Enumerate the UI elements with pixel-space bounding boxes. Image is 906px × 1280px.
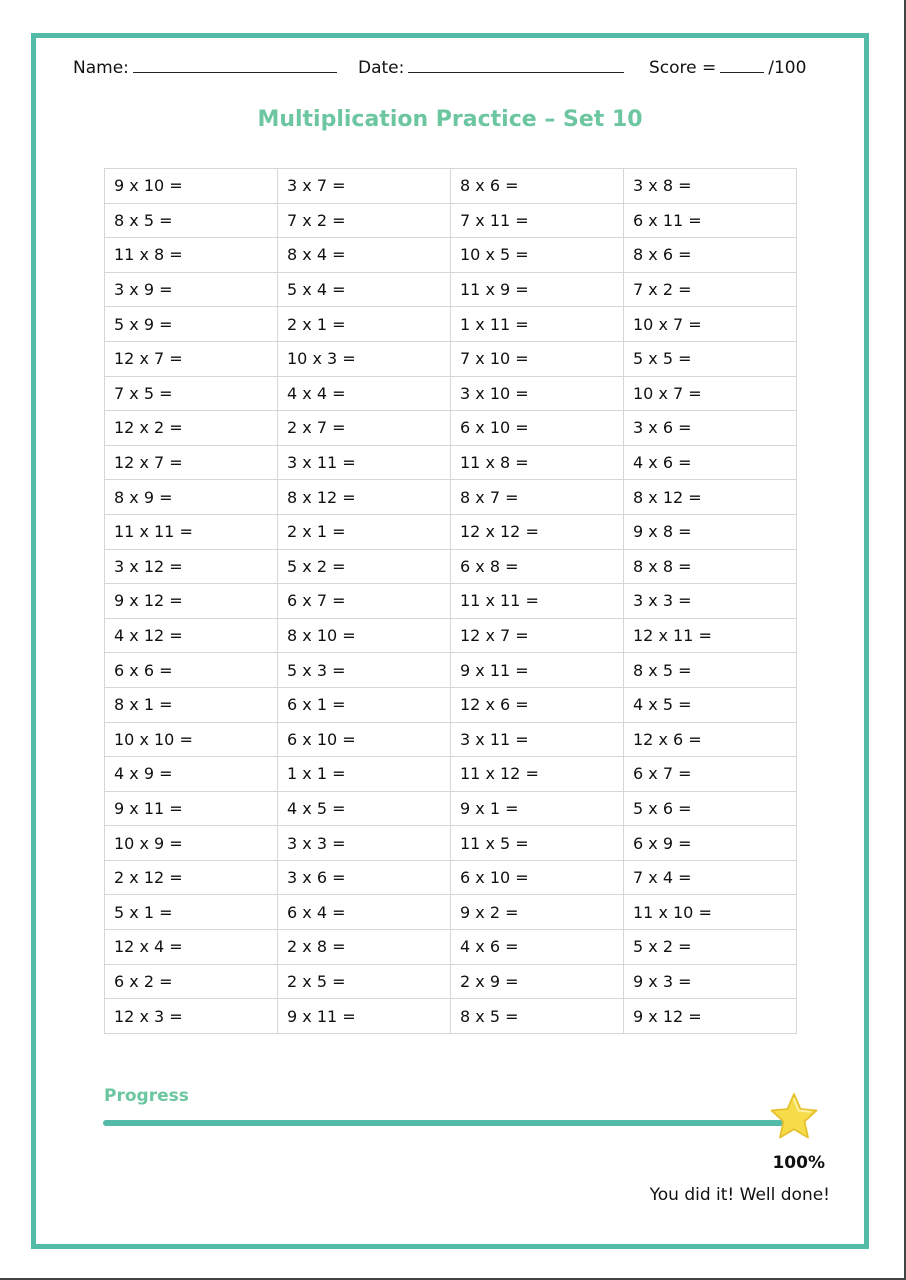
problem-cell: 8 x 6 = xyxy=(624,238,797,273)
table-row xyxy=(105,238,797,273)
table-row xyxy=(105,169,797,204)
problem-cell: 9 x 12 = xyxy=(624,999,797,1034)
table-row xyxy=(105,584,797,619)
problem-cell: 6 x 11 = xyxy=(624,203,797,238)
problem-cell: 11 x 8 = xyxy=(451,445,624,480)
table-row xyxy=(105,653,797,688)
problem-cell: 7 x 2 = xyxy=(278,203,451,238)
score-field xyxy=(649,58,806,78)
problem-cell: 8 x 1 = xyxy=(105,687,278,722)
problem-cell: 3 x 7 = xyxy=(278,169,451,204)
table-row xyxy=(105,791,797,826)
problem-cell: 6 x 7 = xyxy=(278,584,451,619)
problem-cell: 8 x 5 = xyxy=(624,653,797,688)
problem-cell: 2 x 8 = xyxy=(278,930,451,965)
problem-cell: 7 x 11 = xyxy=(451,203,624,238)
name-label: Name: xyxy=(73,58,129,78)
table-row xyxy=(105,826,797,861)
table-row xyxy=(105,376,797,411)
problem-cell: 9 x 11 = xyxy=(105,791,278,826)
problem-cell: 2 x 5 = xyxy=(278,964,451,999)
table-row xyxy=(105,930,797,965)
table-row xyxy=(105,203,797,238)
problem-cell: 5 x 2 = xyxy=(624,930,797,965)
problem-cell: 3 x 11 = xyxy=(278,445,451,480)
date-field xyxy=(358,58,624,78)
problem-cell: 3 x 10 = xyxy=(451,376,624,411)
problem-cell: 6 x 10 = xyxy=(451,411,624,446)
table-row xyxy=(105,307,797,342)
problem-cell: 8 x 6 = xyxy=(451,169,624,204)
problem-cell: 7 x 10 = xyxy=(451,341,624,376)
problem-cell: 12 x 7 = xyxy=(105,445,278,480)
name-blank-line[interactable] xyxy=(133,58,337,73)
problem-cell: 4 x 6 = xyxy=(451,930,624,965)
table-row xyxy=(105,480,797,515)
problem-cell: 5 x 3 = xyxy=(278,653,451,688)
problem-cell: 8 x 5 = xyxy=(105,203,278,238)
problem-cell: 8 x 9 = xyxy=(105,480,278,515)
problem-cell: 2 x 7 = xyxy=(278,411,451,446)
problem-cell: 7 x 4 = xyxy=(624,860,797,895)
problem-cell: 12 x 12 = xyxy=(451,514,624,549)
problem-cell: 6 x 8 = xyxy=(451,549,624,584)
date-label: Date: xyxy=(358,58,405,78)
table-row xyxy=(105,722,797,757)
problem-cell: 11 x 10 = xyxy=(624,895,797,930)
problem-cell: 4 x 5 = xyxy=(624,687,797,722)
problem-cell: 3 x 9 = xyxy=(105,272,278,307)
progress-percent: 100% xyxy=(772,1153,825,1173)
problem-cell: 10 x 5 = xyxy=(451,238,624,273)
problem-cell: 7 x 2 = xyxy=(624,272,797,307)
table-row xyxy=(105,999,797,1034)
table-row xyxy=(105,687,797,722)
table-row xyxy=(105,411,797,446)
problem-cell: 12 x 4 = xyxy=(105,930,278,965)
problem-cell: 2 x 1 = xyxy=(278,307,451,342)
problem-cell: 12 x 7 = xyxy=(451,618,624,653)
problem-cell: 4 x 6 = xyxy=(624,445,797,480)
problem-cell: 8 x 5 = xyxy=(451,999,624,1034)
problem-cell: 12 x 3 = xyxy=(105,999,278,1034)
problem-cell: 6 x 7 = xyxy=(624,757,797,792)
score-total: /100 xyxy=(768,58,807,78)
table-row xyxy=(105,618,797,653)
problem-cell: 3 x 8 = xyxy=(624,169,797,204)
problem-cell: 3 x 3 = xyxy=(624,584,797,619)
problem-cell: 6 x 2 = xyxy=(105,964,278,999)
table-row xyxy=(105,895,797,930)
problem-grid xyxy=(104,168,797,1034)
problem-cell: 6 x 6 = xyxy=(105,653,278,688)
problem-cell: 11 x 11 = xyxy=(105,514,278,549)
problem-cell: 3 x 11 = xyxy=(451,722,624,757)
name-field xyxy=(73,58,337,78)
table-row xyxy=(105,757,797,792)
problem-cell: 10 x 9 = xyxy=(105,826,278,861)
table-row xyxy=(105,341,797,376)
problem-cell: 4 x 9 = xyxy=(105,757,278,792)
progress-bar xyxy=(103,1120,793,1126)
problem-cell: 9 x 8 = xyxy=(624,514,797,549)
problem-cell: 12 x 6 = xyxy=(624,722,797,757)
problem-cell: 5 x 4 = xyxy=(278,272,451,307)
table-row xyxy=(105,272,797,307)
problem-cell: 11 x 5 = xyxy=(451,826,624,861)
problem-cell: 5 x 6 = xyxy=(624,791,797,826)
problem-cell: 6 x 9 = xyxy=(624,826,797,861)
problem-cell: 1 x 11 = xyxy=(451,307,624,342)
completion-message: You did it! Well done! xyxy=(649,1185,830,1205)
problem-cell: 12 x 11 = xyxy=(624,618,797,653)
problem-cell: 10 x 7 = xyxy=(624,376,797,411)
problem-cell: 12 x 2 = xyxy=(105,411,278,446)
problem-cell: 5 x 9 = xyxy=(105,307,278,342)
star-icon xyxy=(767,1090,821,1144)
problem-cell: 8 x 12 = xyxy=(278,480,451,515)
score-blank-line[interactable] xyxy=(720,58,764,73)
problem-cell: 10 x 10 = xyxy=(105,722,278,757)
table-row xyxy=(105,549,797,584)
problem-cell: 11 x 9 = xyxy=(451,272,624,307)
problem-cell: 1 x 1 = xyxy=(278,757,451,792)
problem-cell: 9 x 12 = xyxy=(105,584,278,619)
problem-cell: 4 x 12 = xyxy=(105,618,278,653)
table-row xyxy=(105,514,797,549)
problem-cell: 5 x 5 = xyxy=(624,341,797,376)
table-row xyxy=(105,964,797,999)
problem-cell: 2 x 1 = xyxy=(278,514,451,549)
problem-cell: 6 x 10 = xyxy=(278,722,451,757)
date-blank-line[interactable] xyxy=(408,58,624,73)
problem-cell: 11 x 11 = xyxy=(451,584,624,619)
table-row xyxy=(105,860,797,895)
problem-cell: 2 x 12 = xyxy=(105,860,278,895)
problem-cell: 5 x 1 = xyxy=(105,895,278,930)
problem-cell: 5 x 2 = xyxy=(278,549,451,584)
problem-cell: 8 x 7 = xyxy=(451,480,624,515)
problem-cell: 8 x 12 = xyxy=(624,480,797,515)
problem-cell: 8 x 4 = xyxy=(278,238,451,273)
problem-cell: 11 x 12 = xyxy=(451,757,624,792)
problem-cell: 8 x 8 = xyxy=(624,549,797,584)
problem-cell: 10 x 7 = xyxy=(624,307,797,342)
problem-cell: 4 x 5 = xyxy=(278,791,451,826)
problem-cell: 2 x 9 = xyxy=(451,964,624,999)
problem-cell: 11 x 8 = xyxy=(105,238,278,273)
problem-cell: 9 x 11 = xyxy=(451,653,624,688)
worksheet-title: Multiplication Practice – Set 10 xyxy=(257,107,643,132)
problem-cell: 3 x 12 = xyxy=(105,549,278,584)
problem-cell: 12 x 7 = xyxy=(105,341,278,376)
problem-cell: 10 x 3 = xyxy=(278,341,451,376)
problem-cell: 9 x 3 = xyxy=(624,964,797,999)
problem-cell: 9 x 1 = xyxy=(451,791,624,826)
problem-cell: 12 x 6 = xyxy=(451,687,624,722)
problem-cell: 8 x 10 = xyxy=(278,618,451,653)
progress-label: Progress xyxy=(104,1086,189,1106)
table-row xyxy=(105,445,797,480)
problem-cell: 9 x 11 = xyxy=(278,999,451,1034)
problem-cell: 9 x 2 = xyxy=(451,895,624,930)
problem-cell: 4 x 4 = xyxy=(278,376,451,411)
problem-cell: 6 x 1 = xyxy=(278,687,451,722)
problem-cell: 6 x 10 = xyxy=(451,860,624,895)
problem-cell: 7 x 5 = xyxy=(105,376,278,411)
problem-cell: 3 x 3 = xyxy=(278,826,451,861)
score-label: Score = xyxy=(649,58,717,78)
problem-cell: 3 x 6 = xyxy=(624,411,797,446)
problem-cell: 9 x 10 = xyxy=(105,169,278,204)
progress-fill xyxy=(103,1120,793,1126)
problem-cell: 3 x 6 = xyxy=(278,860,451,895)
problem-cell: 6 x 4 = xyxy=(278,895,451,930)
